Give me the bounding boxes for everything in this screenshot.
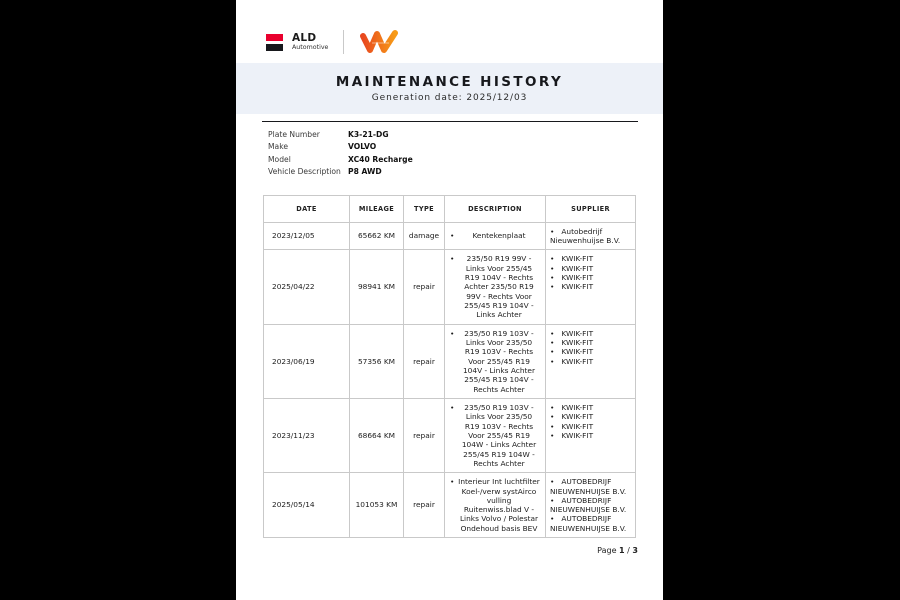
bullet-icon: • (550, 430, 555, 440)
bullet-icon: • (450, 477, 455, 487)
column-header: SUPPLIER (546, 195, 636, 222)
column-header: DESCRIPTION (445, 195, 546, 222)
bullet-icon: • (550, 337, 555, 347)
supplier-text: Autobedrijf Nieuwenhuijse B.V. (550, 226, 621, 245)
supplier-item (550, 496, 633, 515)
description-cell (445, 473, 546, 538)
description-text: 235/50 R19 99V - Links Voor 255/45 R19 104V - Rechts Achter 235/50 R19 99V - Rechts Voor 255/45 R19 104V - Links Achter (464, 254, 534, 320)
supplier-cell (546, 222, 636, 250)
description-item (449, 477, 540, 533)
table-row (264, 250, 636, 324)
report-page (236, 0, 663, 600)
description-item (449, 231, 540, 240)
vehicle-field-value: XC40 Recharge (348, 154, 413, 164)
supplier-item (550, 282, 633, 291)
bullet-icon: • (550, 254, 555, 264)
supplier-text: AUTOBEDRIJF NIEUWENHUIJSE B.V. (550, 477, 627, 496)
mileage-cell: 65662 KM (350, 222, 404, 250)
ald-square-logo-icon (266, 34, 283, 51)
maintenance-table (263, 195, 636, 539)
mileage-cell: 98941 KM (350, 250, 404, 324)
maintenance-table-body (264, 222, 636, 538)
supplier-item (550, 403, 633, 412)
column-header: DATE (264, 195, 350, 222)
table-row (264, 398, 636, 472)
supplier-item (550, 227, 633, 246)
vehicle-field-label: Plate Number (268, 130, 320, 139)
supplier-item (550, 477, 633, 496)
page-label: Page (597, 546, 617, 556)
bullet-icon: • (450, 328, 455, 338)
type-cell: damage (404, 222, 445, 250)
supplier-text: KWIK-FIT (561, 328, 594, 338)
table-row (264, 222, 636, 250)
bullet-icon: • (550, 514, 555, 524)
supplier-item (550, 357, 633, 366)
supplier-text: KWIK-FIT (561, 337, 594, 347)
description-text: 235/50 R19 103V - Links Voor 235/50 R19 103V - Rechts Voor 255/45 R19 104W - Links Achter 255/45 R19 104W - Rechts Achter (461, 402, 537, 468)
description-cell (445, 398, 546, 472)
supplier-item (550, 273, 633, 282)
supplier-item (550, 412, 633, 421)
supplier-text: AUTOBEDRIJF NIEUWENHUIJSE B.V. (550, 514, 627, 533)
bullet-icon: • (450, 254, 455, 264)
vehicle-field-label: Model (268, 154, 291, 164)
page-total: 3 (632, 546, 638, 556)
page-separator: / (627, 546, 630, 556)
bullet-icon: • (550, 421, 555, 431)
description-text: Kentekenplaat (472, 231, 526, 241)
supplier-item (550, 264, 633, 273)
supplier-text: KWIK-FIT (561, 282, 594, 292)
supplier-text: KWIK-FIT (561, 421, 594, 431)
supplier-cell (546, 324, 636, 398)
date-cell: 2025/04/22 (264, 250, 350, 324)
description-item (449, 403, 540, 468)
bullet-icon: • (550, 402, 555, 412)
description-cell (445, 250, 546, 324)
mileage-cell: 101053 KM (350, 473, 404, 538)
supplier-cell (546, 250, 636, 324)
description-item (449, 254, 540, 319)
vehicle-details (268, 129, 637, 179)
supplier-text: KWIK-FIT (561, 272, 594, 282)
bullet-icon: • (550, 328, 555, 338)
supplier-item (550, 329, 633, 338)
date-cell: 2023/12/05 (264, 222, 350, 250)
supplier-text: KWIK-FIT (561, 402, 594, 412)
supplier-item (550, 514, 633, 533)
mileage-cell: 68664 KM (350, 398, 404, 472)
vehicle-field-value: VOLVO (348, 142, 377, 152)
bullet-icon: • (450, 231, 455, 241)
description-text: Interieur Int luchtfilter Koel-/verw systAirco vulling Ruitenwiss.blad V - Links Volvo / Polestar Ondehoud basis BEV (458, 477, 540, 533)
type-cell: repair (404, 473, 445, 538)
page-footer (236, 546, 638, 555)
supplier-text: KWIK-FIT (561, 356, 594, 366)
orange-w-script-icon (359, 29, 401, 56)
mileage-cell: 57356 KM (350, 324, 404, 398)
vehicle-field (268, 154, 637, 166)
brand-name: ALD (292, 31, 317, 44)
supplier-item (550, 431, 633, 440)
type-cell: repair (404, 324, 445, 398)
date-cell: 2025/05/14 (264, 473, 350, 538)
vehicle-field-label: Make (268, 142, 289, 152)
type-cell: repair (404, 398, 445, 472)
supplier-text: AUTOBEDRIJF NIEUWENHUIJSE B.V. (550, 495, 627, 515)
title-band (236, 63, 663, 114)
supplier-text: KWIK-FIT (561, 263, 594, 273)
supplier-cell (546, 398, 636, 472)
bullet-icon: • (450, 402, 455, 412)
type-cell: repair (404, 250, 445, 324)
vehicle-field (268, 141, 637, 153)
supplier-item (550, 422, 633, 431)
bullet-icon: • (550, 347, 555, 357)
header-logo-row (236, 0, 663, 55)
vehicle-field-value: K3-21-DG (348, 130, 389, 139)
supplier-text: KWIK-FIT (561, 412, 594, 422)
generation-date: Generation date: 2025/12/03 (371, 93, 528, 103)
logo-divider (343, 30, 344, 54)
bullet-icon: • (550, 226, 555, 236)
supplier-cell (546, 473, 636, 538)
vehicle-field (268, 129, 637, 141)
table-row (264, 324, 636, 398)
vehicle-field (268, 166, 637, 178)
report-title: MAINTENANCE HISTORY (335, 74, 564, 90)
description-cell (445, 222, 546, 250)
bullet-icon: • (550, 272, 555, 282)
description-item (449, 329, 540, 394)
description-text: 235/50 R19 103V - Links Voor 235/50 R19 103V - Rechts Voor 255/45 R19 104V - Links Achter 255/45 R19 104V - Rechts Achter (462, 328, 536, 394)
supplier-text: KWIK-FIT (561, 430, 594, 440)
vehicle-field-value: P8 AWD (348, 167, 382, 177)
bullet-icon: • (550, 356, 555, 366)
brand-text (292, 33, 328, 51)
column-header: MILEAGE (350, 195, 404, 222)
vehicle-field-label: Vehicle Description (268, 167, 341, 177)
bullet-icon: • (550, 412, 555, 422)
bullet-icon: • (550, 495, 555, 505)
header-rule (262, 121, 638, 122)
supplier-text: KWIK-FIT (561, 254, 594, 264)
bullet-icon: • (550, 263, 555, 273)
supplier-item (550, 254, 633, 263)
page-current: 1 (619, 546, 625, 556)
supplier-item (550, 338, 633, 347)
date-cell: 2023/11/23 (264, 398, 350, 472)
bullet-icon: • (550, 477, 555, 487)
table-header-row (264, 195, 636, 222)
description-cell (445, 324, 546, 398)
supplier-text: KWIK-FIT (561, 347, 594, 357)
date-cell: 2023/06/19 (264, 324, 350, 398)
supplier-item (550, 347, 633, 356)
table-row (264, 473, 636, 538)
column-header: TYPE (404, 195, 445, 222)
brand-subtitle: Automotive (292, 43, 329, 51)
bullet-icon: • (550, 282, 555, 292)
